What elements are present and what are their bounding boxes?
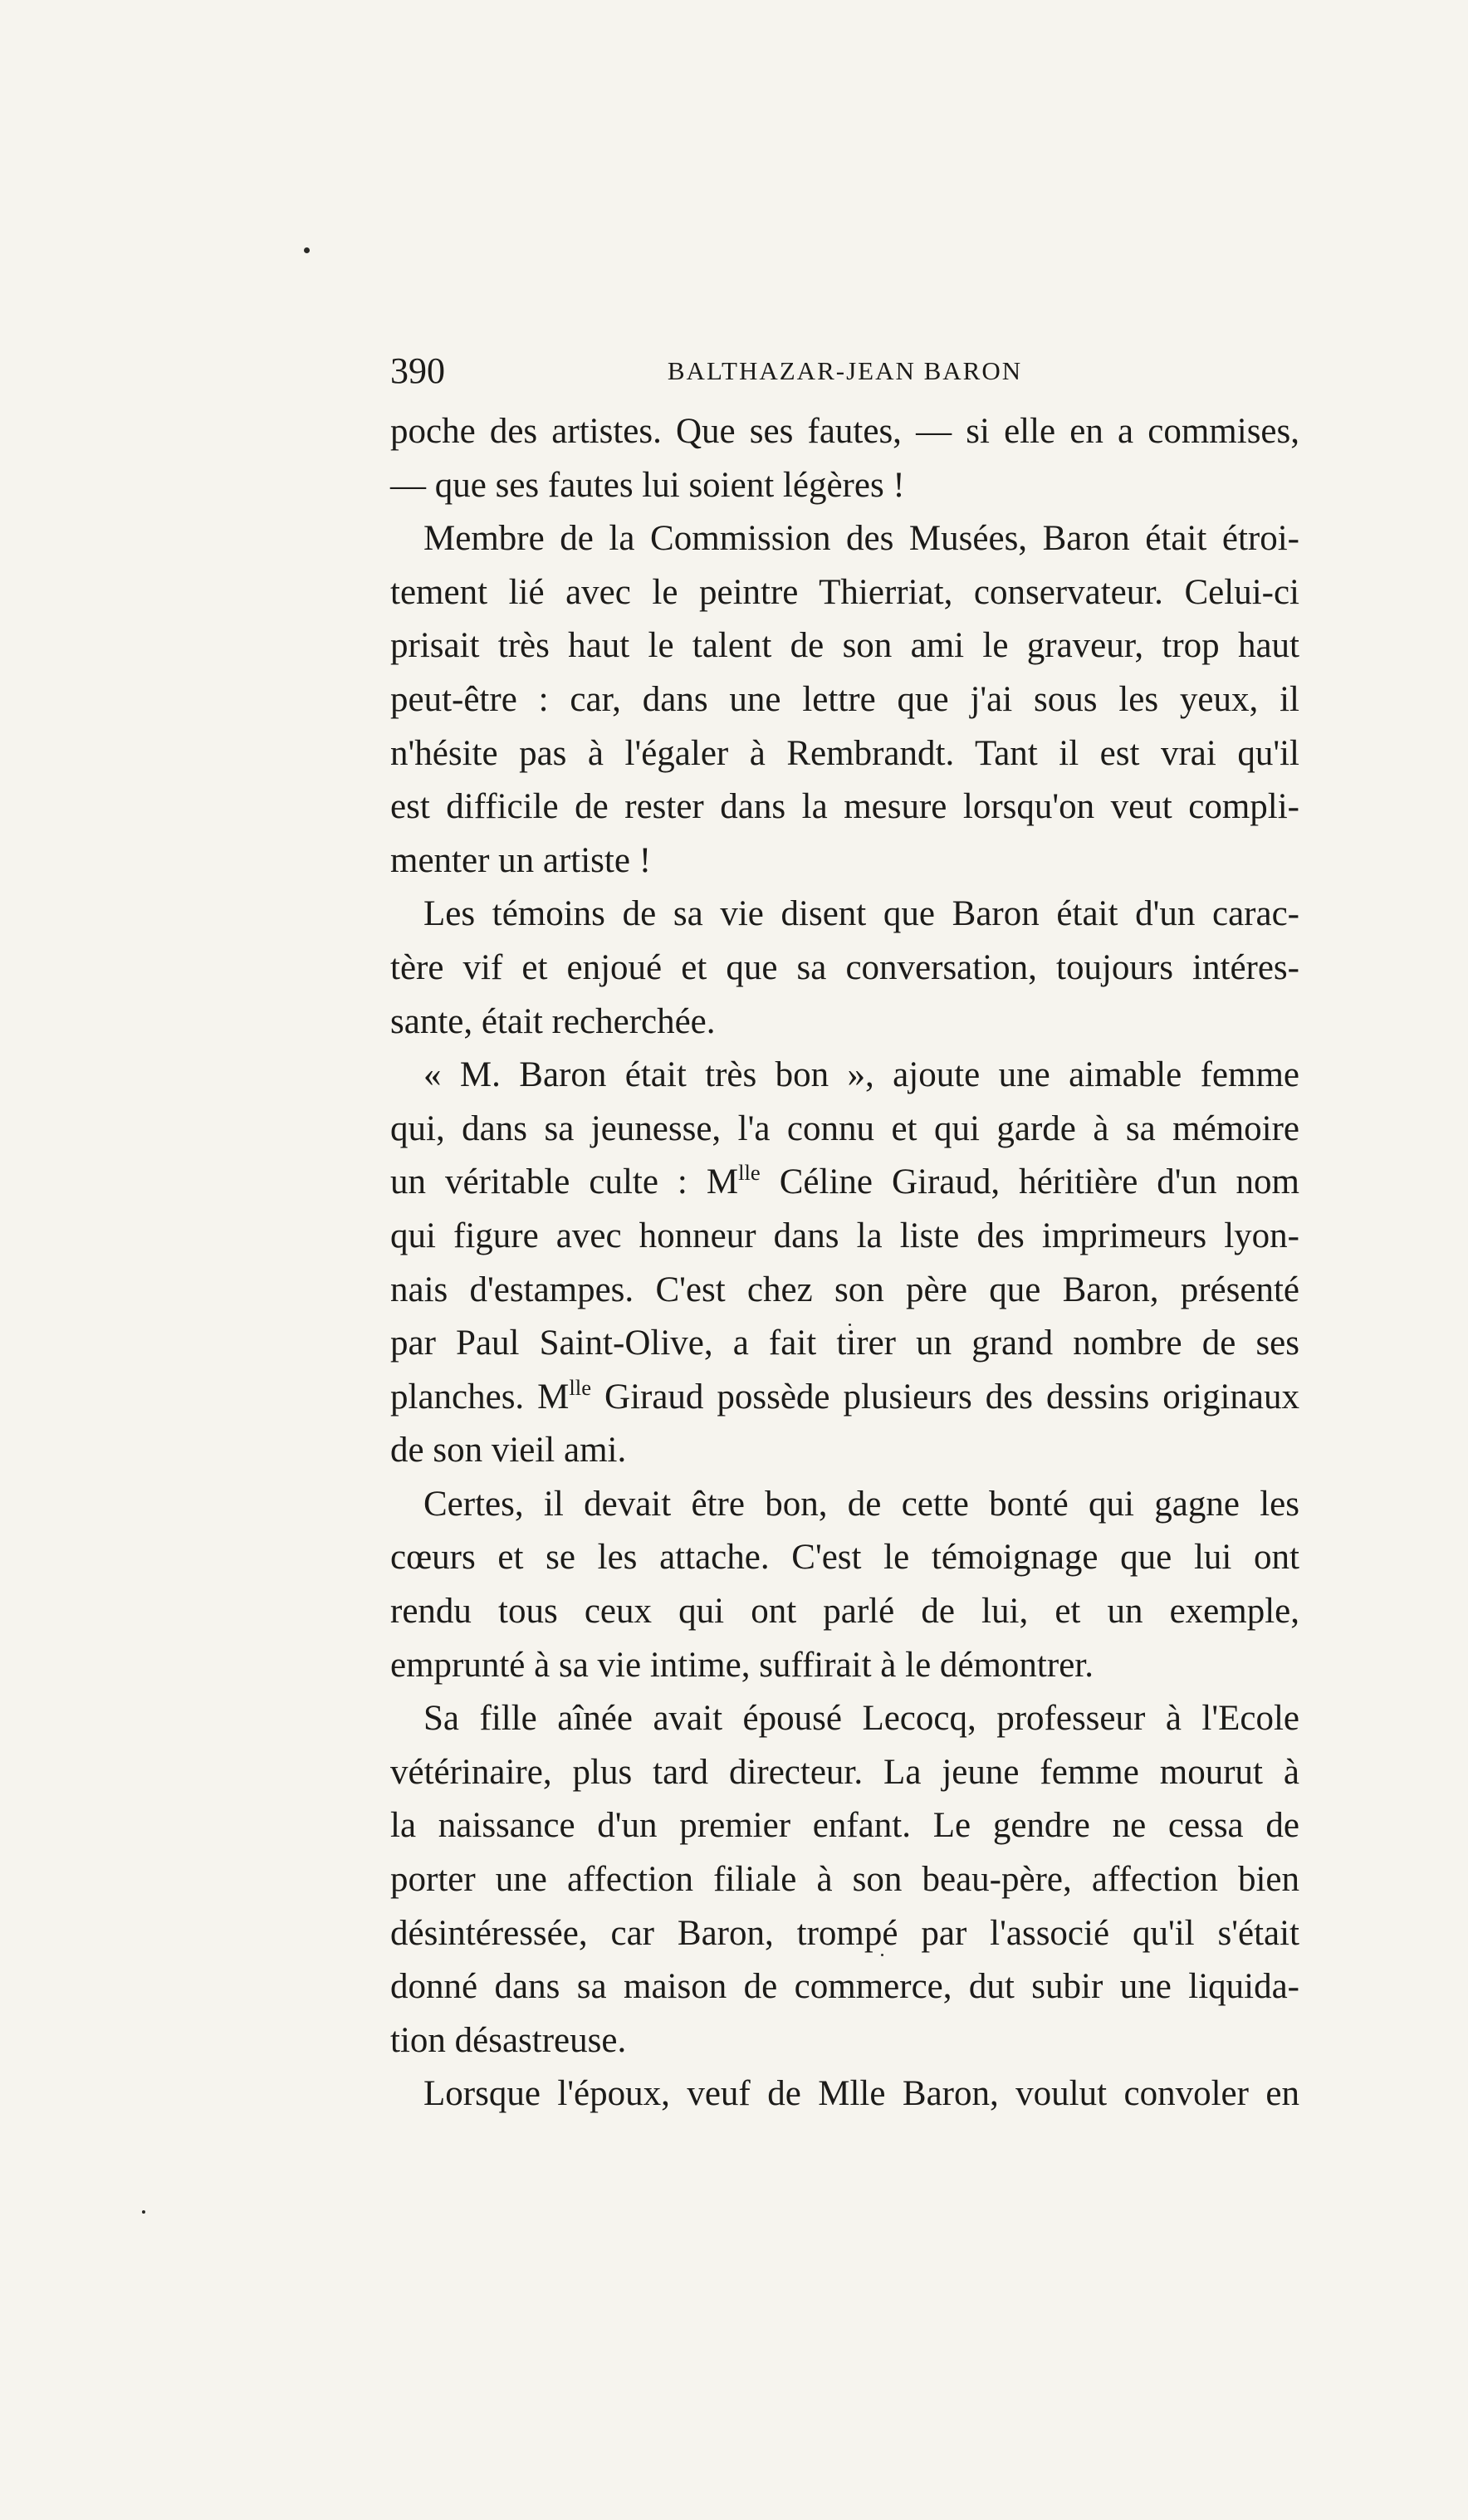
text-line: poche des artistes. Que ses fautes, — si elle en a commises, (390, 412, 1299, 451)
running-title: BALTHAZAR-JEAN BARON (667, 356, 1023, 385)
running-head (390, 342, 1299, 400)
text-line: « M. Baron était très bon », ajoute une aimable femme (423, 1055, 1299, 1095)
text-line: Lorsque l'époux, veuf de Mlle Baron, voulut convoler en (423, 2074, 1299, 2114)
text-line: n'hésite pas à l'égaler à Rembrandt. Tant il est vrai qu'il (390, 733, 1299, 773)
text-line: donné dans sa maison de commerce, dut subir une liquida- (390, 1967, 1299, 2007)
text-line: peut-être : car, dans une lettre que j'ai sous les yeux, il (390, 679, 1299, 719)
text-line: sante, était recherchée. (390, 1001, 716, 1041)
text-line: de son vieil ami. (390, 1431, 627, 1470)
text-line: Membre de la Commission des Musées, Baron était étroi- (423, 519, 1299, 559)
ink-speck (304, 247, 310, 253)
text-line: — que ses fautes lui soient légères ! (390, 465, 905, 505)
text-line: qui figure avec honneur dans la liste des imprimeurs lyon- (390, 1216, 1299, 1255)
superscript: lle (569, 1374, 592, 1400)
body-text (390, 405, 1299, 2121)
text-line (390, 1156, 1299, 1210)
text-line: tère vif et enjoué et que sa conversation, toujours intéres- (390, 947, 1299, 987)
text-line: rendu tous ceux qui ont parlé de lui, et un exemple, (390, 1592, 1299, 1632)
text-line: prisait très haut le talent de son ami le graveur, trop haut (390, 626, 1299, 666)
ink-speck (142, 2210, 145, 2214)
text-line: vétérinaire, plus tard directeur. La jeune femme mourut à (390, 1752, 1299, 1792)
text-line: qui, dans sa jeunesse, l'a connu et qui garde à sa mémoire (390, 1108, 1299, 1148)
page-number: 390 (390, 350, 445, 391)
text-line: Certes, il devait être bon, de cette bonté qui gagne les (423, 1484, 1299, 1524)
text-line: désintéressée, car Baron, trompé par l'associé qu'il s'était (390, 1913, 1299, 1953)
text-line: tion désastreuse. (390, 2020, 627, 2060)
text-line: Sa fille aînée avait épousé Lecocq, professeur à l'Ecole (423, 1699, 1299, 1739)
line-part: Giraud possède plusieurs des dessins originaux (591, 1377, 1299, 1417)
text-line: cœurs et se les attache. C'est le témoignage que lui ont (390, 1538, 1299, 1578)
text-line: emprunté à sa vie intime, suffirait à le démontrer. (390, 1645, 1094, 1685)
text-line: menter un artiste ! (390, 840, 652, 880)
text-line: tement lié avec le peintre Thierriat, conservateur. Celui-ci (390, 572, 1299, 612)
line-part: planches. M (390, 1377, 570, 1417)
text-line: la naissance d'un premier enfant. Le gendre ne cessa de (390, 1806, 1299, 1846)
text-line (390, 1371, 1299, 1425)
superscript: lle (738, 1160, 761, 1186)
text-line: Les témoins de sa vie disent que Baron était d'un carac- (423, 894, 1299, 934)
line-part: Céline Giraud, héritière d'un nom (760, 1162, 1299, 1202)
line-part: un véritable culte : M (390, 1162, 739, 1202)
text-line: par Paul Saint-Olive, a fait tirer un grand nombre de ses (390, 1324, 1299, 1363)
text-line: porter une affection filiale à son beau-père, affection bien (390, 1860, 1299, 1900)
text-line: nais d'estampes. C'est chez son père que Baron, présenté (390, 1270, 1299, 1309)
text-line: est difficile de rester dans la mesure lorsqu'on veut compli- (390, 787, 1299, 827)
